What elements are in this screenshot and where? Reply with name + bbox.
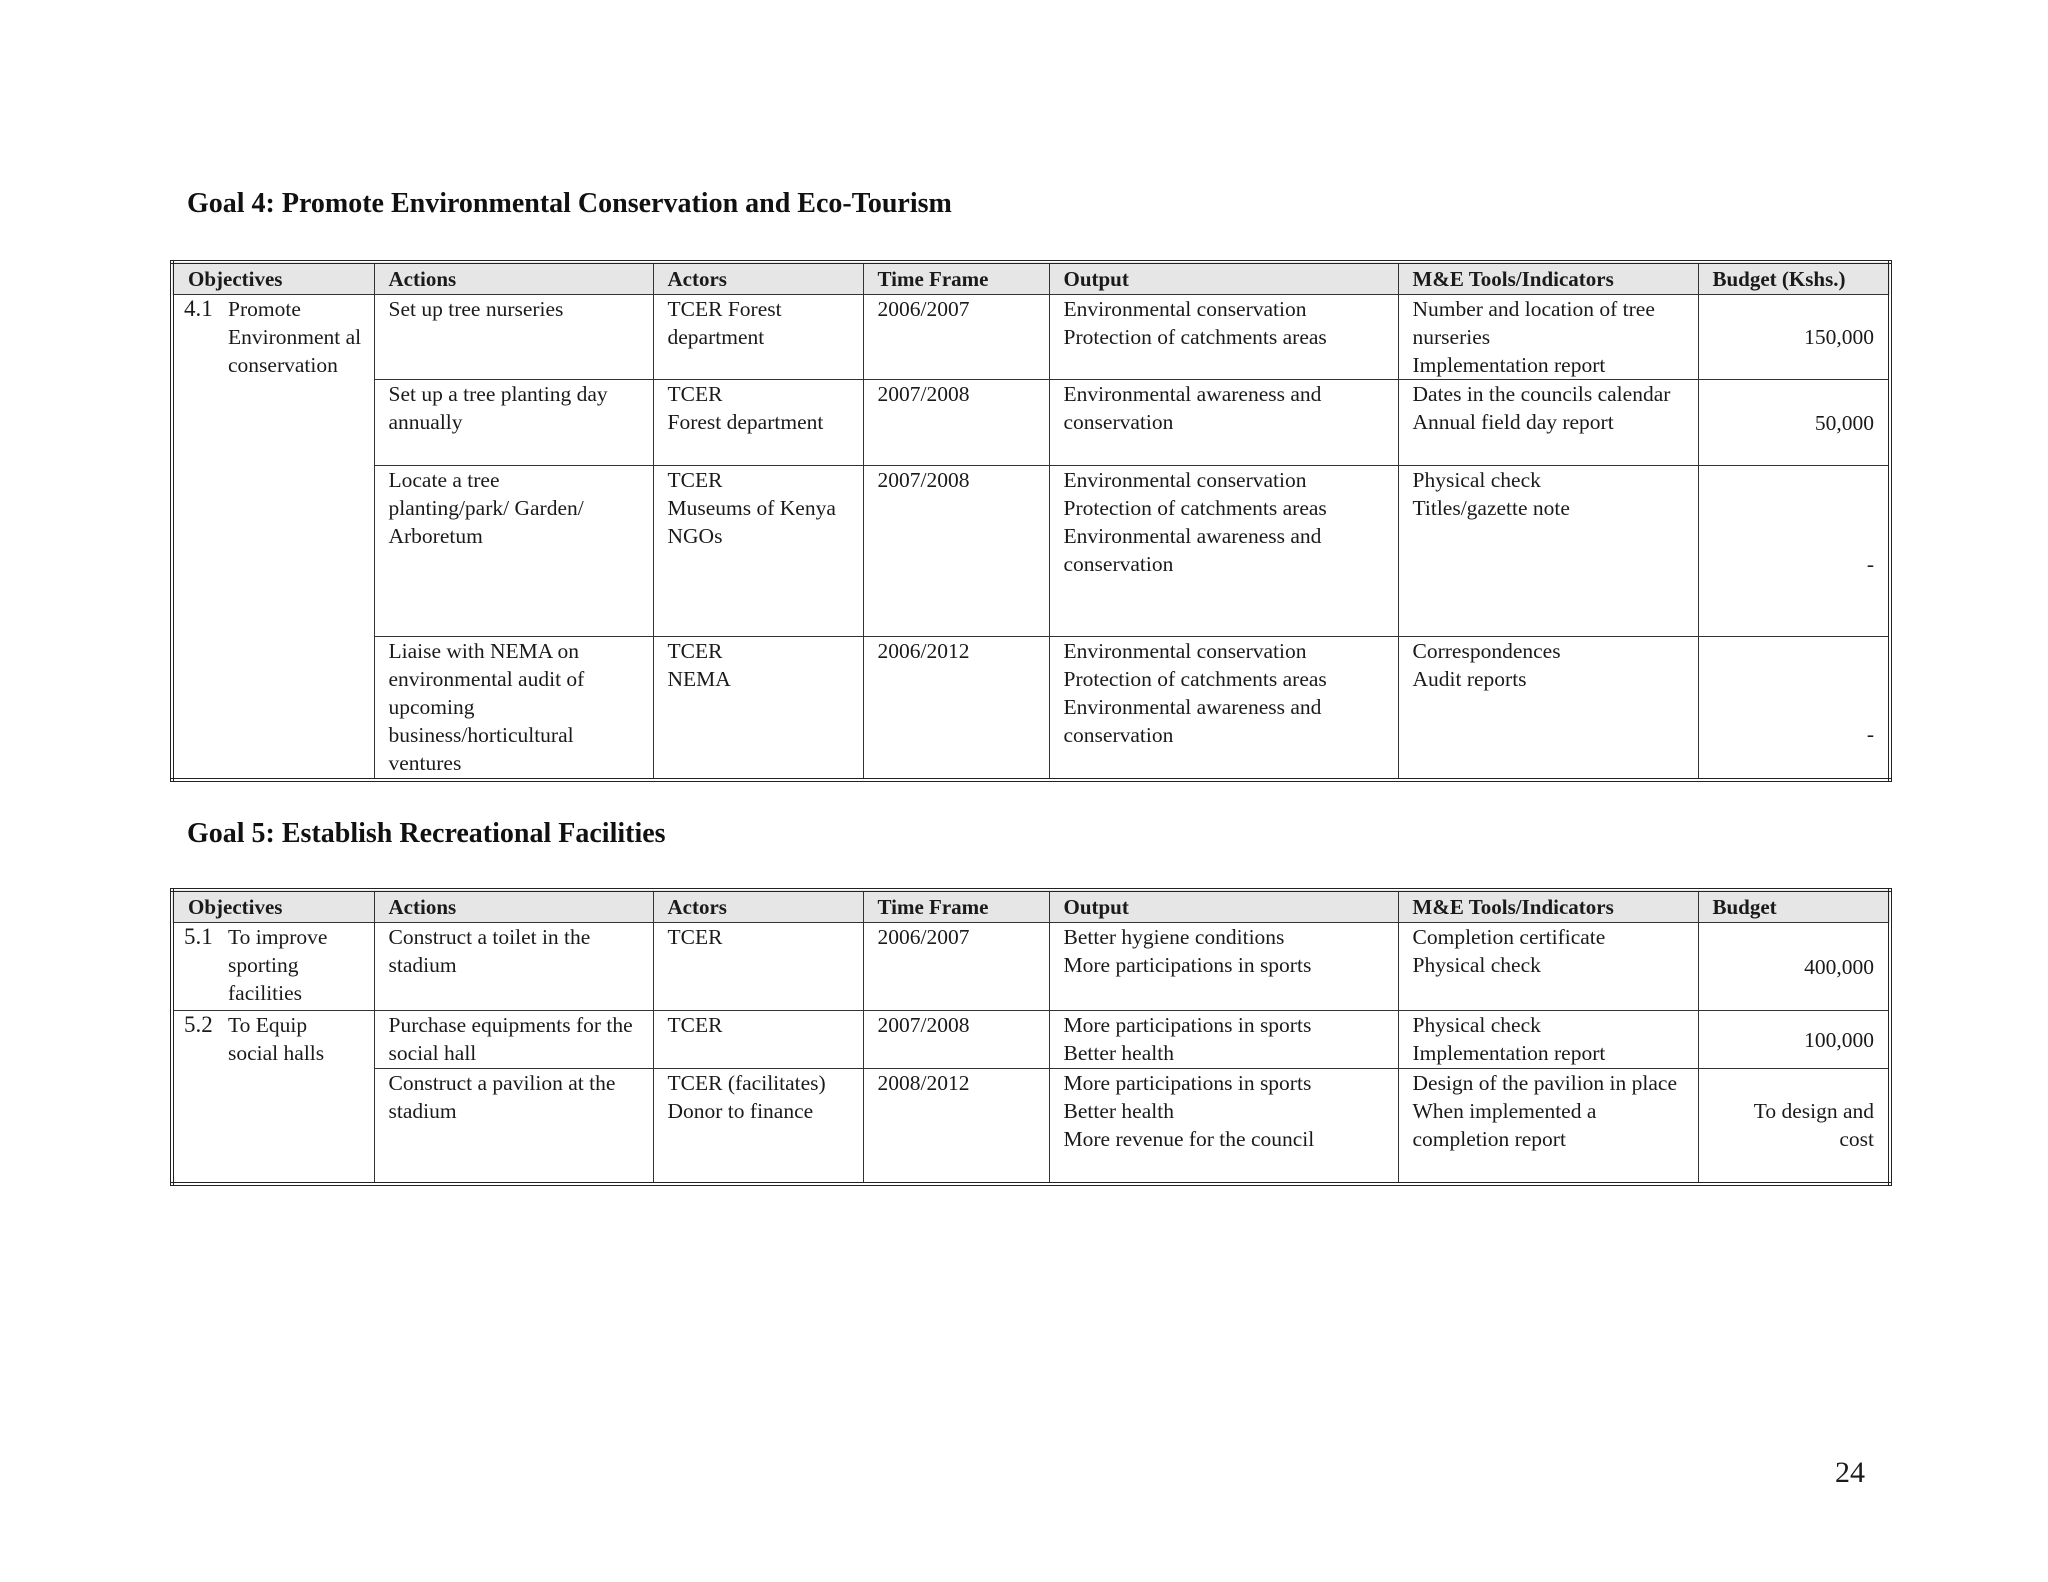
header-objectives: Objectives <box>172 262 374 295</box>
budget-cell: 400,000 <box>1698 923 1890 1011</box>
output-cell: Environmental conservation Protection of catchments areas <box>1049 295 1398 380</box>
indicators-cell: Physical check Titles/gazette note <box>1398 466 1698 637</box>
header-indicators: M&E Tools/Indicators <box>1398 262 1698 295</box>
action-cell: Set up a tree planting day annually <box>374 380 653 466</box>
action-cell: Construct a pavilion at the stadium <box>374 1069 653 1184</box>
goal5-title: Goal 5: Establish Recreational Facilities <box>187 818 666 849</box>
goal4-title: Goal 4: Promote Environmental Conservation and Eco-Tourism <box>187 188 952 219</box>
indicators-cell: Correspondences Audit reports <box>1398 637 1698 780</box>
header-indicators: M&E Tools/Indicators <box>1398 890 1698 923</box>
output-cell: Environmental conservation Protection of catchments areas Environmental awareness and conservation <box>1049 637 1398 780</box>
header-actors: Actors <box>653 262 863 295</box>
budget-cell: - <box>1698 466 1890 637</box>
objective-text: To improve sporting facilities <box>228 925 328 1005</box>
table-row <box>172 466 1890 637</box>
indicators-cell: Number and location of tree nurseries Implementation report <box>1398 295 1698 380</box>
timeframe-cell: 2006/2012 <box>863 637 1049 780</box>
goal5-table <box>170 888 1892 1186</box>
objective-number: 4.1 <box>184 296 213 321</box>
timeframe-cell: 2007/2008 <box>863 380 1049 466</box>
indicators-cell: Physical check Implementation report <box>1398 1011 1698 1069</box>
action-cell: Purchase equipments for the social hall <box>374 1011 653 1069</box>
header-time-frame: Time Frame <box>863 890 1049 923</box>
timeframe-cell: 2006/2007 <box>863 923 1049 1011</box>
output-cell: Environmental awareness and conservation <box>1049 380 1398 466</box>
actors-cell: TCER Forest department <box>653 380 863 466</box>
actors-cell: TCER (facilitates) Donor to finance <box>653 1069 863 1184</box>
action-cell: Liaise with NEMA on environmental audit of upcoming business/horticultural ventures <box>374 637 653 780</box>
action-cell: Locate a tree planting/park/ Garden/ Arboretum <box>374 466 653 637</box>
table-row <box>172 295 1890 380</box>
output-cell: Better hygiene conditions More participations in sports <box>1049 923 1398 1011</box>
objective-text: Promote Environment al conservation <box>228 297 362 377</box>
header-output: Output <box>1049 262 1398 295</box>
header-output: Output <box>1049 890 1398 923</box>
output-cell: More participations in sports Better health More revenue for the council <box>1049 1069 1398 1184</box>
budget-cell: 150,000 <box>1698 295 1890 380</box>
timeframe-cell: 2007/2008 <box>863 1011 1049 1069</box>
header-budget: Budget (Kshs.) <box>1698 262 1890 295</box>
action-cell: Set up tree nurseries <box>374 295 653 380</box>
header-actions: Actions <box>374 262 653 295</box>
objective-cell <box>172 923 374 1011</box>
table-row <box>172 1011 1890 1069</box>
table-row <box>172 380 1890 466</box>
actors-cell: TCER <box>653 923 863 1011</box>
table-header-row <box>172 890 1890 923</box>
budget-cell: To design and cost <box>1698 1069 1890 1184</box>
timeframe-cell: 2007/2008 <box>863 466 1049 637</box>
header-actors: Actors <box>653 890 863 923</box>
header-objectives: Objectives <box>172 890 374 923</box>
header-time-frame: Time Frame <box>863 262 1049 295</box>
header-budget: Budget <box>1698 890 1890 923</box>
actors-cell: TCER Forest department <box>653 295 863 380</box>
objective-text: To Equip social halls <box>228 1013 325 1065</box>
timeframe-cell: 2006/2007 <box>863 295 1049 380</box>
budget-cell: 50,000 <box>1698 380 1890 466</box>
table-row <box>172 923 1890 1011</box>
objective-cell <box>172 295 374 780</box>
table-row <box>172 1069 1890 1184</box>
goal4-table <box>170 260 1892 782</box>
page-number: 24 <box>1835 1456 1865 1489</box>
output-cell: Environmental conservation Protection of catchments areas Environmental awareness and conservation <box>1049 466 1398 637</box>
action-cell: Construct a toilet in the stadium <box>374 923 653 1011</box>
table-header-row <box>172 262 1890 295</box>
budget-cell: 100,000 <box>1698 1011 1890 1069</box>
indicators-cell: Completion certificate Physical check <box>1398 923 1698 1011</box>
table-row <box>172 637 1890 780</box>
objective-cell <box>172 1011 374 1184</box>
budget-cell: - <box>1698 637 1890 780</box>
actors-cell: TCER Museums of Kenya NGOs <box>653 466 863 637</box>
output-cell: More participations in sports Better health <box>1049 1011 1398 1069</box>
indicators-cell: Design of the pavilion in place When implemented a completion report <box>1398 1069 1698 1184</box>
actors-cell: TCER NEMA <box>653 637 863 780</box>
objective-number: 5.1 <box>184 924 213 949</box>
actors-cell: TCER <box>653 1011 863 1069</box>
objective-number: 5.2 <box>184 1012 213 1037</box>
indicators-cell: Dates in the councils calendar Annual field day report <box>1398 380 1698 466</box>
header-actions: Actions <box>374 890 653 923</box>
timeframe-cell: 2008/2012 <box>863 1069 1049 1184</box>
